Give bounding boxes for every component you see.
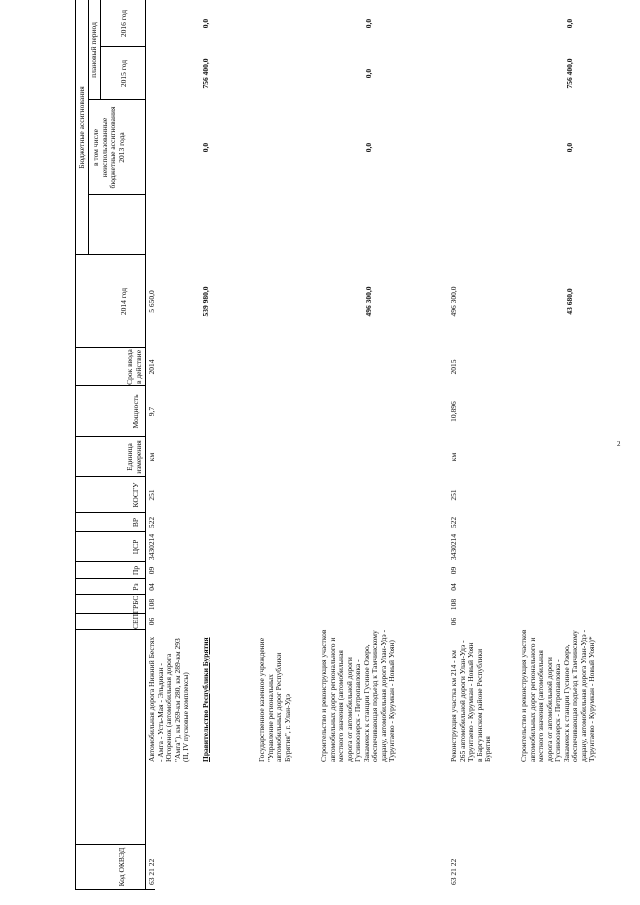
row-4-csr: 3430214 [449, 533, 458, 561]
row-1-y2015: 756 400,0 [201, 58, 210, 89]
plan-period-divider [100, 0, 101, 100]
row-4-csp: 06 [449, 617, 458, 626]
header-kosgu: КОСГУ [131, 482, 140, 508]
row-0-name: Автомобильная дорога Нижний Бестях - Амга - Усть-Мая - Эльдикан - Югоренок (автомобильная дорога "Амга"), км 269-км 280, км 289-км 293 (II, IV пусковые комплексы) [147, 636, 190, 762]
row-5-y2014: 43 680,0 [565, 288, 574, 315]
row-1-y2014: 539 980,0 [201, 286, 210, 317]
header-grbs: ГРБС [131, 595, 140, 614]
row-5-y2015: 756 400,0 [565, 58, 574, 89]
page-number: 2 [617, 440, 621, 448]
row-4-y2014: 496 300,0 [449, 286, 458, 317]
row-5-unused: 0,0 [565, 142, 574, 153]
row-0-capacity: 9,7 [147, 406, 156, 417]
row-0-y2014: 5 650,0 [147, 290, 156, 313]
row-0-rz: 04 [147, 583, 156, 591]
row-4-capacity: 10,896 [449, 401, 458, 422]
row-0-csr: 3430214 [147, 533, 156, 561]
row-0-code: 63 21 22 [147, 858, 156, 885]
col-line [88, 194, 145, 195]
header-unit: Единица измерения [125, 440, 143, 474]
row-4-grbs: 108 [449, 598, 458, 611]
row-4-rz: 04 [449, 583, 458, 591]
header-incl-unused: в том числе неиспользованные бюджетные ассигнования 2013 года [91, 106, 126, 189]
header-vr: ВР [131, 517, 140, 528]
row-3-y2016: 0,0 [364, 18, 373, 29]
table-top-border [75, 0, 76, 890]
header-y2016: 2016 год [119, 9, 128, 38]
col-line [75, 889, 145, 890]
header-csr: ЦСР [131, 539, 140, 555]
row-3-unused: 0,0 [364, 142, 373, 153]
col-line [75, 844, 145, 845]
row-2-name: Государственное казенное учреждение "Управление региональных автомобильных дорог Республики Бурятия", г. Улан-Удэ [257, 637, 292, 762]
row-0-kosgu: 251 [147, 489, 156, 501]
row-5-name: Строительство и реконструкция участков автомобильных дорог регионального и местного значения (автомобильная дорога от автомобильной дороги Гусиноозерск - Петропавловка - Закаменск к станции Гусиное Озеро, обеспечивающая подъезд к Тамчинскому дацану, автомобильная дорога Улан-Удэ - Турунтаево - Курумкан - Новый Уоян)* [519, 629, 596, 762]
row-4-unit: км [449, 452, 458, 462]
row-0-csp: 06 [147, 617, 156, 626]
header-pr: Пр [131, 565, 140, 576]
row-0-unit: км [147, 452, 156, 462]
col-line [145, 889, 155, 890]
header-rz: Рз [131, 583, 140, 591]
row-0-grbs: 108 [147, 598, 156, 611]
row-1-y2016: 0,0 [201, 18, 210, 29]
row-4-kosgu: 251 [449, 489, 458, 501]
row-3-name: Строительство и реконструкция участков автомобильных дорог регионального и местного значения (автомобильная дорога от автомобильной дороги Гусиноозерск - Петропавловка - Закаменск к станции Гусиное Озеро, обеспечивающая подъезд к Тамчинскому дацану, автомобильная дорога Улан-Удэ - Турунтаево - Курумкан - Новый Уоян) [319, 629, 396, 762]
row-0-pr: 09 [147, 566, 156, 575]
header-y2014: 2014 год [119, 287, 128, 316]
row-4-code: 63 21 22 [449, 858, 458, 885]
header-commission: Срок ввода в действие [125, 349, 143, 385]
row-4-vr: 522 [449, 516, 458, 529]
header-bottom-border [145, 0, 146, 890]
row-4-pr: 09 [449, 566, 458, 575]
header-kod-okved: Код ОКВЭД [117, 847, 126, 887]
row-0-vr: 522 [147, 516, 156, 529]
header-plan-period: плановый период [89, 22, 98, 78]
row-3-y2014: 496 300,0 [364, 286, 373, 317]
header-budget-group: Бюджетные ассигнования [77, 86, 86, 169]
header-capacity: Мощность [131, 394, 140, 429]
row-3-y2015: 0,0 [364, 68, 373, 79]
col-line [75, 629, 145, 630]
row-1-unused: 0,0 [201, 142, 210, 153]
row-0-commission: 2014 [147, 359, 156, 375]
header-csp: СЕП [131, 614, 140, 629]
row-5-y2016: 0,0 [565, 18, 574, 29]
row-4-name: Реконструкция участка км 214 - км 265 автомобильной дороги Улан-Удэ - Турунтаево - Курумкан - Новый Уоян в Баргузинском районе Республики Бурятия [449, 640, 492, 762]
row-1-name: Правительство Республики Бурятия [201, 637, 210, 762]
row-4-commission: 2015 [449, 359, 458, 375]
header-y2015: 2015 год [119, 59, 128, 88]
